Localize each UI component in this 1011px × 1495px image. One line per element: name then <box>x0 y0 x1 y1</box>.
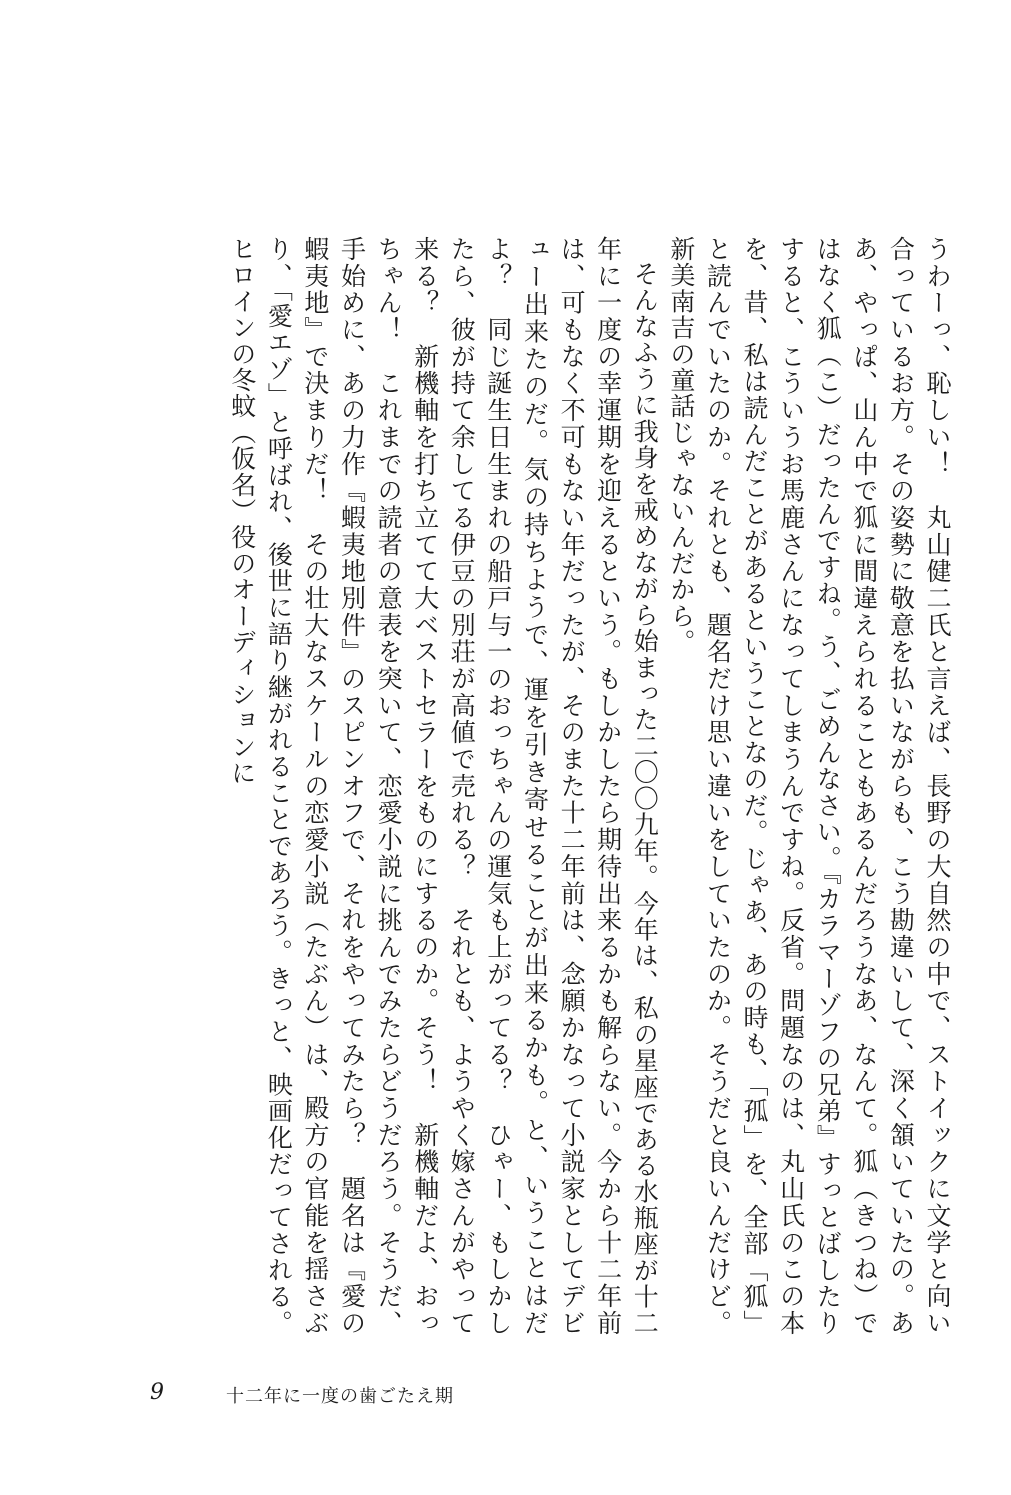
page-footer <box>0 1380 1011 1420</box>
paragraph-1: うわーっ、恥しい！ 丸山健二氏と言えば、長野の大自然の中で、ストイックに文学と向い合っているお方。その姿勢に敬意を払いながらも、こう勘違いして、深く頷いていたの。ああ、やっぱ、山ん中で狐に間違えられることもあるんだろうなあ、なんて。狐（きつね）ではなく狐（こ）だったんですね。う、ごめんなさい。『カラマーゾフの兄弟』すっとばしたりすると、こういうお馬鹿さんになってしまうんですね。反省。問題なのは、丸山氏のこの本を、昔、私は読んだことがあるということなのだ。じゃあ、あの時も、「孤」を、全部「狐」と読んでいたのか。それとも、題名だけ思い違いをしていたのか。そうだと良いんだけど。新美南吉の童話じゃないんだから。 <box>666 236 952 1336</box>
paragraph-2: そんなふうに我身を戒めながら始まった二〇〇九年。今年は、私の星座である水瓶座が十二年に一度の幸運期を迎えるという。もしかしたら期待出来るかも解らない。今から十二年前は、可もなく不可もない年だったが、そのまた十二年前は、念願かなって小説家としてデビュー出来たのだ。気の持ちようで、運を引き寄せることが出来るかも。と、いうことはだよ？ 同じ誕生日生まれの船戸与一のおっちゃんの運気も上がってる？ ひゃー、もしかしたら、彼が持て余してる伊豆の別荘が高値で売れる？ それとも、ようやく嫁さんがやって来る？ 新機軸を打ち立てて大ベストセラーをものにするのか。そう！ 新機軸だよ、おっちゃん！ これまでの読者の意表を突いて、恋愛小説に挑んでみたらどうだろう。そうだ、手始めに、あの力作『蝦夷地別件』のスピンオフで、それをやってみたら？ 題名は『愛の蝦夷地』で決まりだ！ その壮大なスケールの恋愛小説（たぶん）は、殿方の官能を揺さぶり、「愛エゾ」と呼ばれ、後世に語り継がれることであろう。きっと、映画化だってされる。ヒロインの冬蚊（仮名）役のオーディションに <box>227 236 660 1336</box>
vertical-text-body <box>135 236 955 1336</box>
page-number: 9 <box>150 1380 164 1405</box>
running-head: 十二年に一度の歯ごたえ期 <box>226 1386 454 1407</box>
